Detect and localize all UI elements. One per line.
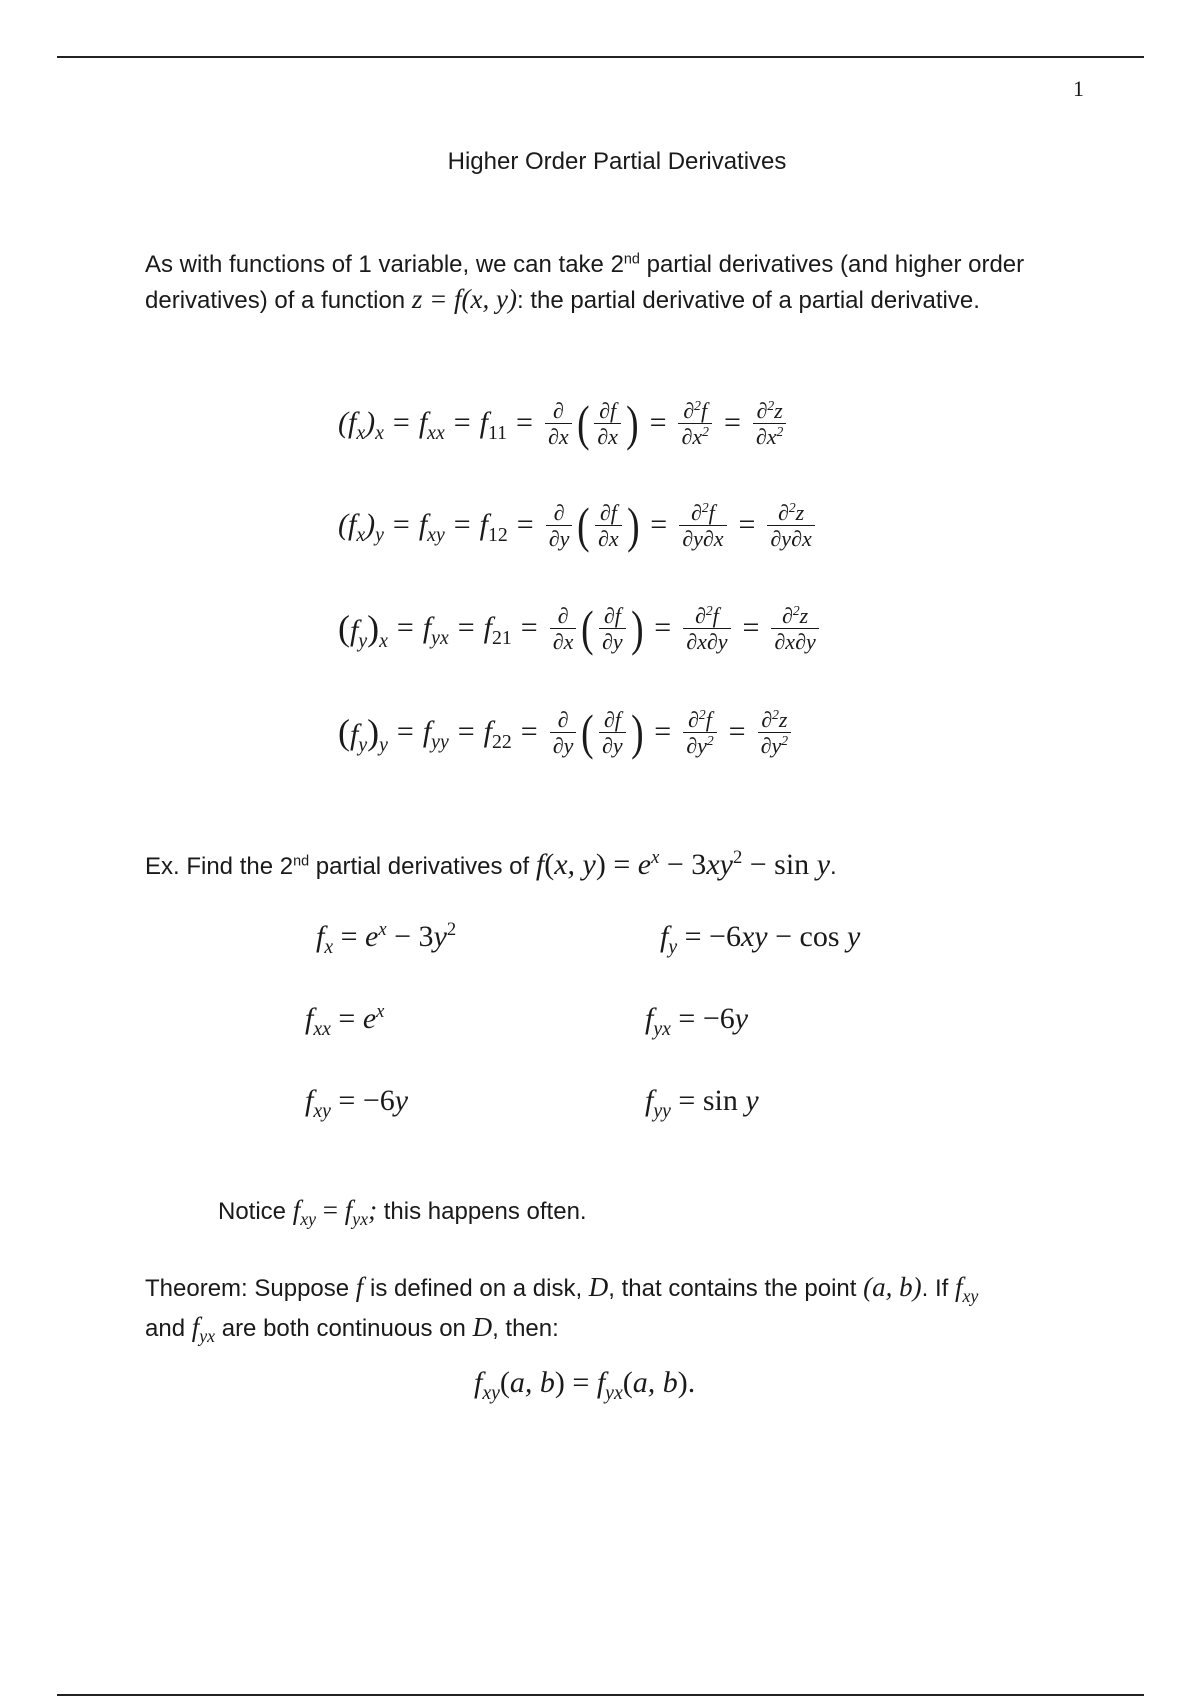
theorem-paragraph: Theorem: Suppose f is defined on a disk, D, that contains the point (a, b). If $f_{xy}$ and $f_{yx}$ are both continuous on D, then: — [145, 1272, 979, 1347]
intro-paragraph: As with functions of 1 variable, we can take 2nd partial derivatives (and higher order derivatives) of a function z = f(x, y): the partial derivative of a partial derivative. — [145, 251, 1025, 314]
page-title: Higher Order Partial Derivatives — [447, 148, 787, 175]
result-fyx: $f_{yx} = -6y$ — [645, 1002, 749, 1040]
result-fy: $f_y = -6xy - \cos y$ — [660, 920, 861, 958]
notice-line: Notice $f_{xy} = f_{yx}$; this happens often. — [218, 1195, 587, 1230]
result-fx: $f_x = e^x - 3y^2$ — [316, 918, 457, 958]
equation-fyy: $(f_y)_y$ = $f_{yy}$ = $f_{22}$ = $\frac{\partial}{\partial y}$ ( $\frac{\partial f}{\partial y}$ ) = $\frac{\partial^2f}{\partial y^2}$ = $\frac{\partial^2z}{\partial y^2}$ — [338, 694, 794, 770]
intro-function-math: z = f(x, y) — [411, 284, 517, 314]
page-number: 1 — [1073, 76, 1084, 101]
result-fxx: $f_{xx} = e^x$ — [305, 1000, 385, 1040]
result-fxy: $f_{xy} = -6y$ — [305, 1084, 409, 1122]
example-function: f(x, $y) = e^x - 3xy^2 - \sin y$ — [535, 846, 831, 881]
example-statement: Ex. Find the 2nd partial derivatives of f(x, $y) = e^x - 3xy^2 - \sin y$. — [145, 846, 837, 881]
header-rule — [57, 56, 1144, 58]
equation-fxx: $(f_x)_x$ = $f_{xx}$ = $f_{11}$ = $\frac{\partial}{\partial x}$ ( $\frac{\partial f}{\partial x}$ ) = $\frac{\partial^2f}{\partial x^2}$ = $\frac{\partial^2z}{\partial x^2}$ — [338, 385, 789, 461]
result-fyy: $f_{yy} = \sin y$ — [645, 1084, 759, 1122]
equation-fxy: $(f_x)_y$ = $f_{xy}$ = $f_{12}$ = $\frac{\partial}{\partial y}$ ( $\frac{\partial f}{\partial x}$ ) = $\frac{\partial^2f}{\partial y\partial x}$ = $\frac{\partial^2z}{\partial y\partial x}$ — [338, 487, 818, 563]
lhs: $(f_x)_x$ — [338, 406, 384, 444]
theorem-conclusion: $f_{xy}(a$, $b) = f_{yx}(a$, b). — [474, 1366, 696, 1404]
equation-fyx: $(f_y)_x$ = $f_{yx}$ = $f_{21}$ = $\frac{\partial}{\partial x}$ ( $\frac{\partial f}{\partial y}$ ) = $\frac{\partial^2f}{\partial x\partial y}$ = $\frac{\partial^2z}{\partial x\partial y}$ — [338, 590, 822, 666]
footer-rule — [57, 1694, 1144, 1696]
